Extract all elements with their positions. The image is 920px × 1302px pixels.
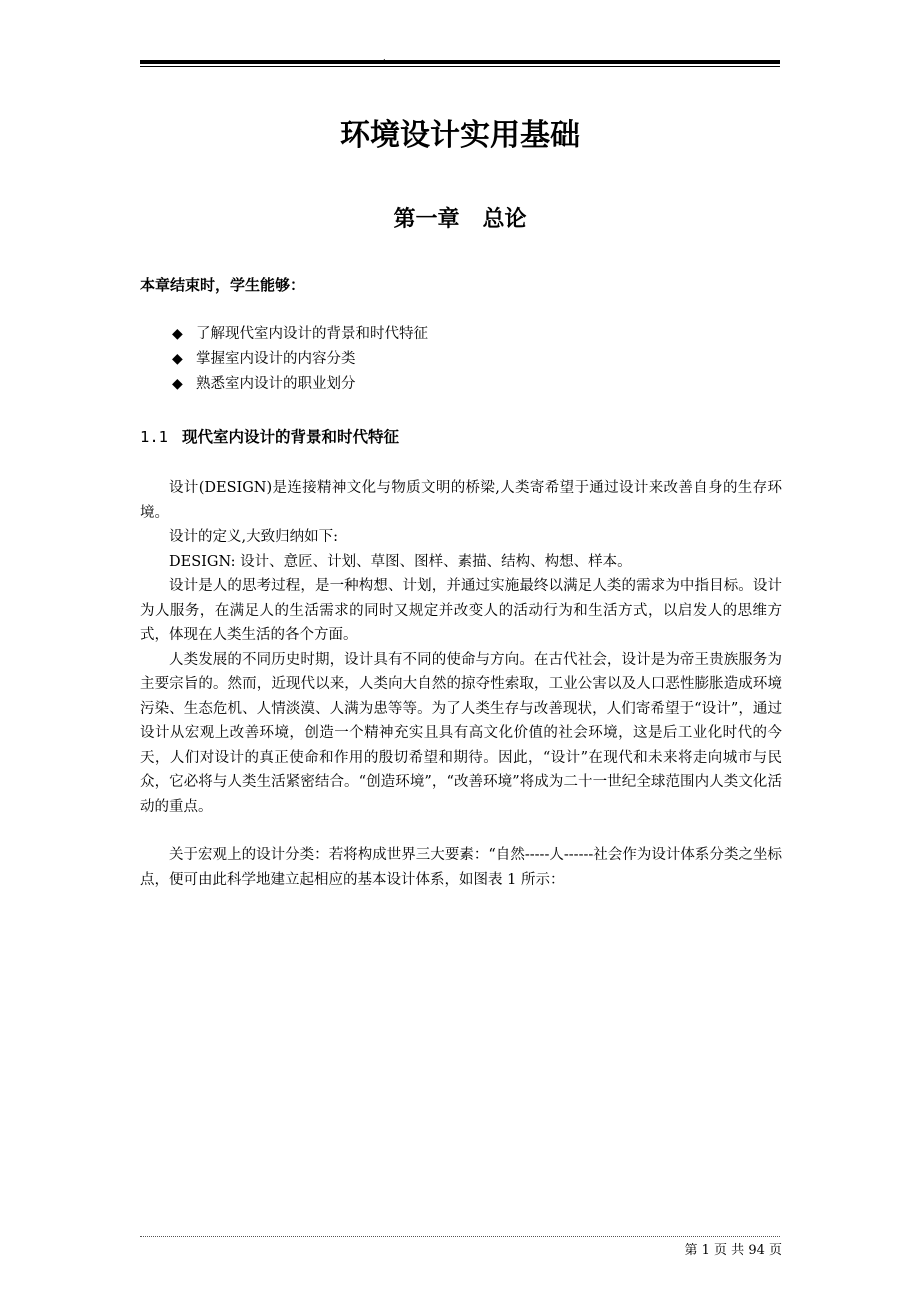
page-number: 第 1 页 共 94 页	[684, 1243, 782, 1258]
diamond-bullet-icon: ◆	[172, 376, 183, 392]
section-number: 1.1	[140, 428, 168, 446]
paragraph: 人类发展的不同历史时期，设计具有不同的使命与方向。在古代社会，设计是为帝王贵族服务为主要宗旨的。然而，近现代以来，人类向大自然的掠夺性索取，工业公害以及人口恶性膨胀造成环境污染、生态危机、人情淡漠、人满为患等等。为了人类生存与改善现状，人们寄希望于“设计”，通过设计从宏观上改善环境，创造一个精神充实且具有高文化价值的社会环境，这是后工业化时代的今天，人们对设计的真正使命和作用的殷切希望和期待。因此，“设计”在现代和未来将走向城市与民众，它必将与人类生活紧密结合。“创造环境”，“改善环境”将成为二十一世纪全球范围内人类文化活动的重点。	[140, 651, 782, 815]
diamond-bullet-icon: ◆	[172, 326, 183, 342]
document-title: 环境设计实用基础	[340, 118, 580, 153]
list-item	[172, 372, 428, 397]
paragraph: DESIGN: 设计、意匠、计划、草图、图样、素描、结构、构想、样本。	[169, 553, 632, 570]
footer-rule	[140, 1236, 780, 1237]
objectives-list	[172, 322, 428, 397]
objective-text: 了解现代室内设计的背景和时代特征	[196, 326, 428, 342]
objective-text: 掌握室内设计的内容分类	[196, 351, 356, 367]
body-text	[140, 476, 782, 892]
paragraph: 设计(DESIGN)是连接精神文化与物质文明的桥梁,人类寄希望于通过设计来改善自身的生存环境。	[140, 480, 782, 521]
chapter-title: 第一章 总论	[393, 207, 527, 232]
objective-text: 熟悉室内设计的职业划分	[196, 376, 356, 392]
header-mark: .	[383, 53, 386, 62]
list-item	[172, 322, 428, 347]
diamond-bullet-icon: ◆	[172, 351, 183, 367]
section-title: 现代室内设计的背景和时代特征	[182, 428, 400, 446]
paragraph: 设计的定义,大致归纳如下:	[169, 529, 338, 545]
list-item	[172, 347, 428, 372]
objectives-heading: 本章结束时，学生能够：	[140, 276, 306, 294]
header-double-rule	[140, 60, 780, 67]
paragraph: 关于宏观上的设计分类：若将构成世界三大要素：“自然-----人------社会作为设计体系分类之坐标点，便可由此科学地建立起相应的基本设计体系，如图表 1 所示：	[140, 847, 782, 888]
section-heading	[140, 423, 399, 451]
paragraph: 设计是人的思考过程，是一种构想、计划，并通过实施最终以满足人类的需求为中指目标。设计为人服务，在满足人的生活需求的同时又规定并改变人的活动行为和生活方式，以启发人的思维方式，体现在人类生活的各个方面。	[140, 578, 782, 643]
